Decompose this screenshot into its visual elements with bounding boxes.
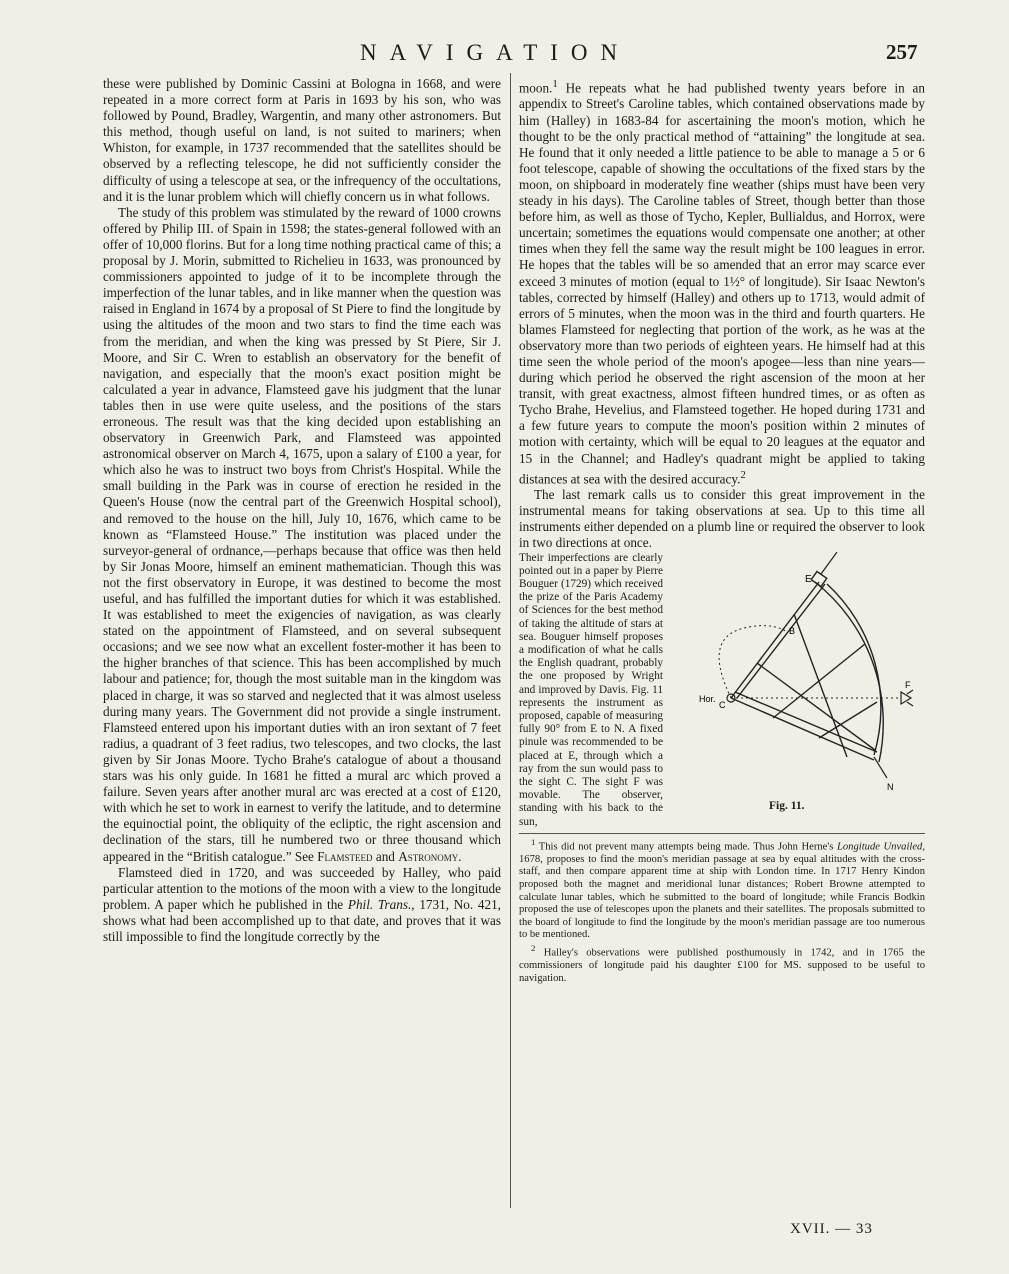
- label-e: E: [805, 573, 812, 585]
- upper-arm: [731, 582, 819, 698]
- left-paragraph-3-end: , 1731, No. 421, shows what had been accomplished up to that date, and proves that it was still impossible to find the longitude correctly by the: [103, 896, 501, 944]
- lower-arm: [731, 698, 874, 760]
- right-paragraph-1: [519, 76, 925, 487]
- label-c: C: [719, 699, 726, 710]
- right-column: [519, 76, 925, 985]
- cross-reference-astronomy: Astronomy: [398, 848, 459, 864]
- figure-caption: Fig. 11.: [769, 800, 805, 813]
- footnote-1-text-b: , 1678, proposes to find the moon's meridian passage at sea by equal altitudes with the cross-staff, and then compare apparent time at ship with London time. In 1717 Henry Kindon proposed both the magnet and meridional lunar distances; Robert Browne attempted to calculate lunar tables, which he submitted to the board of longitude; while Francis Bodkin proposed the use of telescopes upon the planets and their satellites. The proposals submitted to the board of longitude to find the longitude by the moon's meridian passage are too numerous to be mentioned.: [519, 841, 925, 941]
- figure-paragraph-text: Their imperfections are clearly pointed out in a paper by Pierre Bouguer (1729) which received the prize of the Paris Academy of Sciences for the best method of taking the altitude of stars at sea. Bouguer himself proposes a modification of what he calls the English quadrant, probably the one proposed by Wright and improved by Davis. Fig. 11 represents the instrument as proposed, capable of measuring fully 90° from E to N. A fixed pinule was recommended to be placed at E, through which a ray from the sun would pass to the sight C. The sight F was movable. The observer, standing with his back to the sun,: [519, 551, 663, 828]
- journal-title: Phil. Trans.: [347, 896, 412, 912]
- running-title: NAVIGATION: [360, 40, 631, 65]
- cross-reference-flamsteed: Flamsteed: [317, 848, 373, 864]
- footnotes: [519, 833, 925, 986]
- footnote-2-number: 2: [531, 943, 536, 954]
- footnote-1-title: Longitude Unvailed: [836, 841, 923, 853]
- left-paragraph-3-start: Flamsteed died in 1720, and was succeeded by Halley, who paid particular attention to the motions of the moon with a view to the longitude problem. A paper which he published in the: [103, 864, 501, 912]
- left-paragraph-3: [103, 865, 501, 945]
- label-f: F: [905, 679, 911, 690]
- left-paragraph-2-end: .: [458, 848, 462, 864]
- right-paragraph-2: The last remark calls us to consider this great improvement in the instrumental means for taking observations at sea. Up to this time all instruments either depended on a plumb line or required the observer to look in two directions at once.: [519, 487, 925, 551]
- inner-arc: [827, 584, 881, 755]
- lower-arm-inner: [735, 692, 877, 752]
- footnote-ref-1: 1: [552, 78, 558, 90]
- signature-mark: XVII. — 33: [790, 1221, 873, 1237]
- sight-f: [901, 690, 913, 706]
- footnote-1-text-a: This did not prevent many attempts being made. Thus John Herne's: [538, 841, 834, 853]
- brace-2: [794, 614, 847, 757]
- right-paragraph-1-text: He repeats what he had published twenty years before in an appendix to Street's Caroline tables, which contained observations made by him (Halley) in 1683-84 for ascertaining the moon's motion, which he thought to be the only practical method of “attaining” the longitude at sea. He found that it only needed a little patience to be able to manage a 5 or 6 foot telescope, capable of showing the occultations of the fixed stars by the moon, on shipboard in moderately fine weather (ships must have been very steady in his days). The Caroline tables of Street, though better than those before him, as well as those of Tycho, Kepler, Bullialdus, and Horrox, were uncertain; sometimes the equations would compensate one another; at other times when they fell the same way the result might be 100 leagues in error. He hopes that the tables will be so amended that an error may scarce ever exceed 3 minutes of motion (equal to 1½° of longitude). Sir Isaac Newton's tables, corrected by himself (Halley) and others up to 1713, would admit of errors of 5 minutes, when the moon was in the third and fourth quarters. He blames Flamsteed for neglecting that portion of the work, as he was at the observatory more than two periods of eighteen years. He himself had at this time seen the whole period of the moon's apogee—less than nine years—during which period he observed the right ascension of the moon at her transit, with great exactness, almost fifteen hundred times, or as often as Tycho Brahe, Hevelius, and Flamsteed together. He hoped during 1731 and a few future years to compute the moon's position within 2 minutes of motion with certainty, which will be equal to 20 leagues at the equator and 15 in the Channel; and Hadley's quadrant might be applied to taking distances at sea with the desired accuracy.: [519, 80, 925, 487]
- sun-ray: [821, 552, 837, 574]
- quadrant-diagram: [669, 552, 925, 797]
- brace-4: [819, 702, 877, 738]
- footnote-2-text: Halley's observations were published posthumously in 1742, and in 1765 the commissioners of longitude paid his daughter £100 for MS. supposed to be useful to navigation.: [519, 947, 925, 984]
- left-paragraph-2: [103, 205, 501, 865]
- figure-paragraph: [519, 552, 925, 829]
- footnote-ref-2: 2: [740, 468, 746, 481]
- label-b: B: [789, 625, 796, 636]
- column-divider: [510, 73, 511, 1208]
- pointer-n: [874, 757, 887, 778]
- figure-11: [669, 552, 925, 812]
- footnote-2: [519, 942, 925, 985]
- left-column: [103, 76, 501, 945]
- footnote-1: [519, 836, 925, 942]
- left-paragraph-2-and: and: [375, 848, 395, 864]
- brace-3: [773, 644, 865, 718]
- brace-1: [757, 663, 875, 750]
- label-n: N: [887, 781, 894, 792]
- page-number: 257: [886, 40, 918, 64]
- left-paragraph-1: these were published by Dominic Cassini at Bologna in 1668, and were repeated in a more correct form at Paris in 1693 by his son, who was followed by Pound, Bradley, Wargentin, and many other astronomers. But this method, though useful on land, is not suited to mariners; when Whiston, for example, in 1737 recommended that the satellites should be observed by a reflecting telescope, he did not sufficiently consider the difficulty of using a telescope at sea, or the infrequency of the occultations, and it is the lunar problem which will chiefly concern us in what follows.: [103, 76, 501, 204]
- footnote-1-number: 1: [531, 836, 536, 847]
- left-paragraph-2-text: The study of this problem was stimulated by the reward of 1000 crowns offered by Philip III. of Spain in 1598; the states-general followed with an offer of 10,000 florins. But for a long time nothing practical came of this; a proposal by J. Morin, submitted to Richelieu in 1633, was pronounced by commissioners appointed to judge of it to be incomplete through the imperfection of the lunar tables, and in like manner when the question was raised in England in 1674 by a proposal of St Piere to find the longitude by using the altitudes of the moon and two stars to find the time each was from the meridian, and when the king was pressed by St Piere, Sir J. Moore, and Sir C. Wren to establish an observatory for the benefit of navigation, and especially that the moon's exact position might be calculated a year in advance, Flamsteed gave his judgment that the lunar tables then in use were quite useless, and the positions of the stars erroneous. The result was that the king decided upon establishing an observatory in Greenwich Park, and Flamsteed was appointed astronomical observer on March 4, 1675, upon a salary of £100 a year, for which also he was to instruct two boys from Christ's Hospital. While the small building in the Park was in course of erection he resided in the Queen's House (now the central part of the Greenwich Hospital school), and removed to the house on the hill, July 10, 1676, which came to be known as “Flamsteed House.” The institution was placed under the surveyor-general of ordnance,—perhaps because that office was then held by Sir Jonas Moore, himself an eminent mathematician. Though this was not the first observatory in Europe, it was destined to become the most useful, and has fulfilled the important duties for which it was established. It was established to meet the exigencies of navigation, as was clearly stated on the appointment of Flamsteed, and on several subsequent occasions; and we see now what an excellent foster-mother it has been to the higher branches of that science. This has been accomplished by much labour and patience; for, though the most suitable man in the kingdom was placed in charge, it was so starved and neglected that it was almost useless during many years. The Government did not provide a single instrument. Flamsteed entered upon his important duties with an iron sextant of 7 feet radius, a quadrant of 3 feet radius, two telescopes, and two clocks, the last given by Sir Jonas Moore. Tycho Brahe's catalogue of about a thousand stars was his only guide. In 1681 he fitted a mural arc which proved a failure. Seven years after another mural arc was erected at a cost of £120, with which he set to work in earnest to verify the latitude, and to determine the equinoctial point, the obliquity of the ecliptic, the right ascension and declination of the stars, till he numbered two or three thousand which appeared in the “British catalogue.” See: [103, 204, 501, 864]
- right-paragraph-1-start: moon.: [519, 80, 553, 96]
- label-horizon: Hor.: [699, 693, 716, 704]
